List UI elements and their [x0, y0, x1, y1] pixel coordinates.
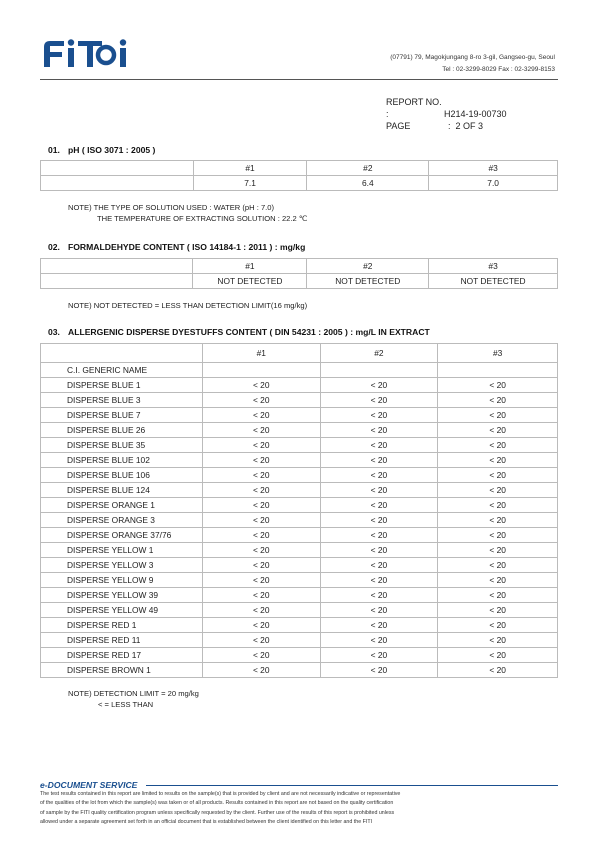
table-cell: < 20 [320, 468, 438, 483]
table-row [41, 648, 558, 663]
table-cell: < 20 [438, 483, 558, 498]
table-cell: < 20 [202, 438, 320, 453]
section-formaldehyde-title: 02. FORMALDEHYDE CONTENT ( ISO 14184-1 : 2011 ) : mg/kg [48, 242, 306, 252]
table-cell: < 20 [202, 528, 320, 543]
dye-name: DISPERSE BLUE 124 [41, 483, 203, 498]
dye-name: DISPERSE RED 1 [41, 618, 203, 633]
ph-table [40, 160, 558, 191]
table-cell: < 20 [320, 663, 438, 678]
table-row [41, 528, 558, 543]
table-row [41, 618, 558, 633]
table-cell: < 20 [438, 438, 558, 453]
table-cell: < 20 [202, 573, 320, 588]
table-row [41, 453, 558, 468]
table-cell: < 20 [202, 588, 320, 603]
table-cell: NOT DETECTED [307, 274, 429, 289]
col-header: #1 [202, 344, 320, 363]
table-row [41, 498, 558, 513]
page-sep: : [448, 121, 451, 131]
col-header: #1 [193, 161, 307, 176]
table-cell: < 20 [202, 513, 320, 528]
table-cell: < 20 [320, 558, 438, 573]
table-cell: < 20 [320, 438, 438, 453]
page-value: 2 OF 3 [455, 121, 484, 131]
disclaimer [40, 790, 560, 828]
table-cell: < 20 [438, 498, 558, 513]
table-cell: < 20 [320, 393, 438, 408]
table-cell: < 20 [438, 453, 558, 468]
table-cell: < 20 [320, 528, 438, 543]
table-cell: < 20 [438, 573, 558, 588]
col-header: #3 [429, 259, 558, 274]
dye-name: DISPERSE BLUE 35 [41, 438, 203, 453]
table-cell: < 20 [438, 468, 558, 483]
disclaimer-line: allowed under a separate agreement set forth in an official document that is established between the client identified on this letter and the FITI [40, 819, 373, 826]
table-cell: < 20 [438, 423, 558, 438]
dye-name: DISPERSE YELLOW 1 [41, 543, 203, 558]
table-row [41, 558, 558, 573]
table-cell: 6.4 [307, 176, 429, 191]
dyes-table [40, 343, 558, 678]
table-cell: < 20 [320, 408, 438, 423]
dye-name: DISPERSE BLUE 26 [41, 423, 203, 438]
table-row [41, 543, 558, 558]
dye-name: DISPERSE BLUE 1 [41, 378, 203, 393]
dye-name: DISPERSE ORANGE 3 [41, 513, 203, 528]
table-cell: < 20 [320, 573, 438, 588]
table-cell: < 20 [202, 663, 320, 678]
disclaimer-line: of the qualities of the lot from which the sample(s) was taken or of all products. Results contained in this report are not based on the quality certification [40, 800, 394, 807]
table-cell: < 20 [438, 663, 558, 678]
table-row [41, 513, 558, 528]
dye-name: DISPERSE BLUE 102 [41, 453, 203, 468]
table-row [41, 588, 558, 603]
table-cell: < 20 [202, 543, 320, 558]
ph-notes [68, 202, 307, 224]
page-label: PAGE [386, 121, 411, 131]
dye-name: DISPERSE ORANGE 1 [41, 498, 203, 513]
col-header: #2 [307, 161, 429, 176]
table-cell: < 20 [320, 513, 438, 528]
dye-name: DISPERSE YELLOW 3 [41, 558, 203, 573]
disclaimer-line: The test results contained in this report are limited to results on the sample(s) that is provided by client and are not necessarily indicative or representative [40, 791, 401, 797]
table-cell: < 20 [202, 378, 320, 393]
table-cell: 7.1 [193, 176, 307, 191]
dye-name: DISPERSE BLUE 106 [41, 468, 203, 483]
table-cell: < 20 [202, 618, 320, 633]
table-row [41, 161, 558, 176]
table-cell: 7.0 [429, 176, 558, 191]
table-row [41, 344, 558, 363]
table-cell: < 20 [202, 453, 320, 468]
table-cell: < 20 [202, 423, 320, 438]
table-cell: < 20 [438, 618, 558, 633]
dye-name: DISPERSE YELLOW 9 [41, 573, 203, 588]
table-cell: < 20 [202, 408, 320, 423]
table-cell: < 20 [320, 483, 438, 498]
table-cell: < 20 [438, 528, 558, 543]
col-header: #1 [193, 259, 307, 274]
table-row [41, 274, 558, 289]
table-row [41, 663, 558, 678]
dye-name: DISPERSE RED 17 [41, 648, 203, 663]
table-cell: < 20 [438, 378, 558, 393]
table-cell: < 20 [320, 498, 438, 513]
table-row [41, 483, 558, 498]
table-cell: < 20 [438, 558, 558, 573]
table-cell: < 20 [202, 633, 320, 648]
table-cell: NOT DETECTED [193, 274, 307, 289]
table-cell: < 20 [438, 603, 558, 618]
table-row [41, 378, 558, 393]
table-cell: NOT DETECTED [429, 274, 558, 289]
table-row [41, 468, 558, 483]
table-cell: < 20 [202, 558, 320, 573]
table-row [41, 438, 558, 453]
section-dyes-title: 03. ALLERGENIC DISPERSE DYESTUFFS CONTENT ( DIN 54231 : 2005 ) : mg/L IN EXTRACT [48, 327, 430, 337]
table-cell: < 20 [320, 543, 438, 558]
table-row [41, 176, 558, 191]
table-row [41, 573, 558, 588]
note-line: NOTE) DETECTION LIMIT = 20 mg/kg [68, 689, 199, 698]
note-line: NOTE) NOT DETECTED = LESS THAN DETECTION LIMIT(16 mg/kg) [68, 301, 308, 310]
table-cell: < 20 [438, 648, 558, 663]
report-no-value: H214-19-00730 [444, 109, 507, 119]
table-cell: < 20 [320, 453, 438, 468]
table-row [41, 633, 558, 648]
dyes-notes [68, 688, 199, 710]
section-ph-title: 01. pH ( ISO 3071 : 2005 ) [48, 145, 156, 155]
table-row [41, 423, 558, 438]
table-cell: < 20 [202, 648, 320, 663]
phone-line: Tel : 02-3299-8029 Fax : 02-3299-8153 [442, 66, 555, 73]
table-row [41, 393, 558, 408]
table-cell: < 20 [320, 423, 438, 438]
table-cell: < 20 [320, 618, 438, 633]
table-cell: < 20 [438, 393, 558, 408]
table-cell: < 20 [438, 588, 558, 603]
table-cell: < 20 [202, 468, 320, 483]
dye-name: DISPERSE BROWN 1 [41, 663, 203, 678]
dye-name: DISPERSE RED 11 [41, 633, 203, 648]
dye-name: DISPERSE YELLOW 49 [41, 603, 203, 618]
col-header: #3 [438, 344, 558, 363]
col-header: #2 [307, 259, 429, 274]
dye-name: DISPERSE ORANGE 37/76 [41, 528, 203, 543]
e-document-service-label: e-DOCUMENT SERVICE [40, 780, 138, 790]
dye-name: DISPERSE BLUE 3 [41, 393, 203, 408]
table-cell: < 20 [202, 498, 320, 513]
table-cell: < 20 [320, 603, 438, 618]
table-cell: < 20 [320, 588, 438, 603]
formaldehyde-notes [68, 300, 307, 311]
col-header: #3 [429, 161, 558, 176]
table-cell: < 20 [320, 648, 438, 663]
table-row [41, 603, 558, 618]
table-cell: < 20 [202, 483, 320, 498]
dye-name: DISPERSE BLUE 7 [41, 408, 203, 423]
disclaimer-line: of sample by the FITI quality certification program unless specifically requested by the client. Further use of the results of this report is prohibited unless [40, 809, 395, 816]
note-line: THE TEMPERATURE OF EXTRACTING SOLUTION : 22.2 ℃ [97, 214, 308, 223]
report-no-label: REPORT NO. : [386, 97, 442, 119]
table-cell: < 20 [438, 633, 558, 648]
table-cell: < 20 [438, 408, 558, 423]
table-cell: < 20 [320, 633, 438, 648]
table-cell: < 20 [438, 513, 558, 528]
company-address [390, 52, 555, 76]
note-line: < = LESS THAN [98, 700, 154, 709]
fiti-logo [40, 33, 135, 75]
table-cell: < 20 [202, 393, 320, 408]
header-divider [40, 79, 558, 80]
table-row [41, 363, 558, 378]
table-cell: < 20 [438, 543, 558, 558]
table-row [41, 408, 558, 423]
formaldehyde-table [40, 258, 558, 289]
dye-name: DISPERSE YELLOW 39 [41, 588, 203, 603]
footer-divider [146, 785, 558, 786]
table-cell: < 20 [320, 378, 438, 393]
col-header: #2 [320, 344, 438, 363]
note-line: NOTE) THE TYPE OF SOLUTION USED : WATER (pH : 7.0) [68, 203, 275, 212]
report-info [386, 96, 507, 132]
address-line: (07791) 79, Magokjungang 8-ro 3-gil, Gangseo-gu, Seoul [390, 54, 555, 61]
table-cell: < 20 [202, 603, 320, 618]
table-row [41, 259, 558, 274]
name-header: C.I. GENERIC NAME [41, 363, 203, 378]
